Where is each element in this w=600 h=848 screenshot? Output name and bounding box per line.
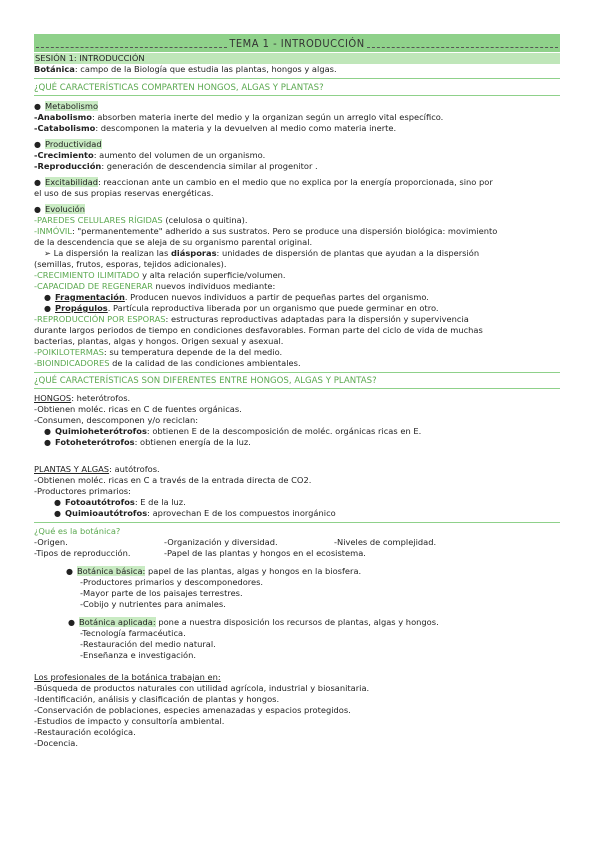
propagulos-term: Propágulos [54,303,108,313]
paredes-term: -PAREDES CELULARES RÍGIDAS [34,215,163,225]
reproduccion-term: -Reproducción [34,161,102,171]
plantas-line-2: -Productores primarios: [34,486,131,496]
fotoheterotrofos-term: Fotoheterótrofos [54,437,135,447]
profesionales-item: -Búsqueda de productos naturales con utilidad agrícola, industrial y biosanitaria. [34,683,370,693]
dispersion-line-2: (semillas, frutos, esporas, tejidos adicionales). [34,259,227,269]
profesionales-item: -Restauración ecológica. [34,727,136,737]
profesionales-item: -Conservación de poblaciones, especies amenazadas y espacios protegidos. [34,705,351,715]
title-dash-left [36,39,227,48]
paredes-text: (celulosa o quitina). [162,215,248,225]
aplicada-item: -Tecnología farmacéutica. [80,628,186,638]
aplicada-item: -Enseñanza e investigación. [80,650,196,660]
evolucion-label: Evolución [44,204,85,214]
reproduccion-line [34,161,560,172]
esporas-line [34,314,560,325]
title-banner [34,34,560,52]
dispersion-text-c: : unidades de dispersión de plantas que ayudan a la dispersión [216,248,480,258]
hongos-term: HONGOS [34,393,72,403]
excitabilidad-line [34,177,560,188]
divider [34,388,560,389]
anabolismo-text: : absorben materia inerte del medio y la organizan según un arreglo vital específico. [91,112,444,122]
question-shared: ¿QUÉ CARACTERÍSTICAS COMPARTEN HONGOS, ALGAS Y PLANTAS? [34,83,324,93]
profesionales-item: -Identificación, análisis y clasificación de plantas y hongos. [34,694,280,704]
poikilotermas-text: : su temperatura depende de la del medio. [103,347,283,357]
aplicada-text: pone a nuestra disposición los recursos de plantas, algas y hongos. [155,617,439,627]
grid-cell: -Organización y diversidad. [164,537,278,547]
basica-text: papel de las plantas, algas y hongos en la biosfera. [145,566,362,576]
basica-term: Botánica básica: [76,566,146,576]
fotoautotrofos-text: : E de la luz. [134,497,186,507]
session-heading: SESIÓN 1: INTRODUCCIÓN [34,53,560,64]
quimioheterotrofos-line [34,426,560,437]
evolucion-heading [34,204,560,215]
plantas-term: PLANTAS Y ALGAS [34,464,110,474]
dispersion-text-a: ➢ La dispersión la realizan las [44,248,171,258]
quimioheterotrofos-text: : obtienen E de la descomposición de moléc. orgánicas ricas en E. [146,426,422,436]
crecimiento-text: : aumento del volumen de un organismo. [93,150,266,160]
esporas-text: : estructuras reproductivas adaptadas para la dispersión y supervivencia [165,314,469,324]
metabolismo-label: Metabolismo [44,101,99,111]
fotoheterotrofos-text: : obtienen energía de la luz. [134,437,251,447]
hongos-line-2: -Consumen, descomponen y/o reciclan: [34,415,199,425]
anabolismo-line [34,112,560,123]
basica-item: -Mayor parte de los paisajes terrestres. [80,588,243,598]
anabolismo-term: -Anabolismo [34,112,92,122]
quimioheterotrofos-term: Quimioheterótrofos [54,426,147,436]
divider [34,78,560,79]
crecimiento-line [34,150,560,161]
fotoautotrofos-term: Fotoautótrofos [64,497,135,507]
basica-item: -Productores primarios y descomponedores. [80,577,264,587]
grid-cell: -Papel de las plantas y hongos en el ecosistema. [164,548,366,558]
grid-cell: -Origen. [34,537,68,547]
excitabilidad-text: : reaccionan ante un cambio en el medio que no explica por la energía proporcionada, sino por [98,177,493,187]
diasporas-term: diásporas [170,248,217,258]
bioindicadores-line [34,358,560,369]
crecimiento-term: -Crecimiento [34,150,94,160]
fragmentacion-line [34,292,560,303]
divider [34,95,560,96]
propagulos-text: . Partícula reproductiva liberada por un organismo que puede germinar en otro. [107,303,439,313]
quimioautotrofos-line [34,508,560,519]
question-botanica: ¿Qué es la botánica? [34,526,121,536]
paredes-line [34,215,560,226]
title-dash-right [367,39,558,48]
esporas-line-3: bacterias, plantas, algas y hongos. Origen sexual y asexual. [34,336,284,346]
regenerar-term: -CAPACIDAD DE REGENERAR [34,281,153,291]
hongos-heading [34,393,560,404]
bioindicadores-text: de la calidad de las condiciones ambientales. [109,358,301,368]
quimioautotrofos-term: Quimioautótrofos [64,508,148,518]
hongos-text: : heterótrofos. [71,393,131,403]
plantas-line-1: -Obtienen moléc. ricas en C a través de la entrada directa de CO2. [34,475,312,485]
esporas-line-2: durante largos periodos de tiempo en condiciones desfavorables. Forman parte del ciclo de vida de muchas [34,325,483,335]
basica-item: -Cobijo y nutrientes para animales. [80,599,226,609]
aplicada-term: Botánica aplicada: [78,617,156,627]
divider [34,522,560,523]
poikilotermas-line [34,347,560,358]
inmovil-text: : "permanentemente" adherido a sus sustratos. Pero se produce una dispersión biológica: movimiento [71,226,498,236]
poikilotermas-term: -POIKILOTERMAS [34,347,104,357]
excitabilidad-line-2: el uso de sus propias reservas energéticas. [34,188,214,198]
metabolismo-heading [34,101,560,112]
fragmentacion-term: Fragmentación [54,292,125,302]
fotoheterotrofos-line [34,437,560,448]
plantas-text: : autótrofos. [109,464,160,474]
fotoautotrofos-line [34,497,560,508]
botanica-definition [34,64,560,75]
catabolismo-text: : descomponen la materia y la devuelven al medio como materia inerte. [95,123,397,133]
inmovil-line [34,226,560,237]
profesionales-item: -Docencia. [34,738,78,748]
crecimiento-ilimitado-term: -CRECIMIENTO ILIMITADO [34,270,140,280]
botanica-text: : campo de la Biología que estudia las plantas, hongos y algas. [74,64,337,74]
quimioautotrofos-text: : aprovechan E de los compuestos inorgánico [147,508,336,518]
productividad-heading [34,139,560,150]
dispersion-line [34,248,560,259]
profesionales-heading [34,672,560,683]
crecimiento-ilimitado-text: y alta relación superficie/volumen. [139,270,286,280]
profesionales-item: -Estudios de impacto y consultoría ambiental. [34,716,225,726]
grid-cell: -Niveles de complejidad. [334,537,437,547]
catabolismo-term: -Catabolismo [34,123,96,133]
propagulos-line [34,303,560,314]
regenerar-line [34,281,560,292]
grid-cell: -Tipos de reproducción. [34,548,131,558]
grid-row-1 [34,537,560,548]
hongos-line-1: -Obtienen moléc. ricas en C de fuentes orgánicas. [34,404,242,414]
inmovil-term: -INMÓVIL [34,226,72,236]
reproduccion-text: : generación de descendencia similar al progenitor . [101,161,318,171]
productividad-label: Productividad [44,139,102,149]
regenerar-text: nuevos individuos mediante: [152,281,276,291]
profesionales-title: Los profesionales de la botánica trabajan en: [34,672,221,682]
botanica-term: Botánica [34,64,75,74]
aplicada-item: -Restauración del medio natural. [80,639,216,649]
esporas-term: -REPRODUCCIÓN POR ESPORAS [34,314,166,324]
fragmentacion-text: . Producen nuevos individuos a partir de pequeñas partes del organismo. [124,292,429,302]
basica-heading [34,566,560,577]
plantas-heading [34,464,560,475]
inmovil-line-2: de la descendencia que se aleja de su organismo parental original. [34,237,313,247]
document-page [34,34,560,749]
page-title: TEMA 1 - INTRODUCCIÓN [229,36,365,50]
question-differences: ¿QUÉ CARACTERÍSTICAS SON DIFERENTES ENTRE HONGOS, ALGAS Y PLANTAS? [34,376,377,386]
crecimiento-ilimitado-line [34,270,560,281]
bioindicadores-term: -BIOINDICADORES [34,358,110,368]
divider [34,372,560,373]
grid-row-2 [34,548,560,559]
aplicada-heading [34,617,560,628]
catabolismo-line [34,123,560,134]
excitabilidad-label: Excitabilidad [44,177,98,187]
